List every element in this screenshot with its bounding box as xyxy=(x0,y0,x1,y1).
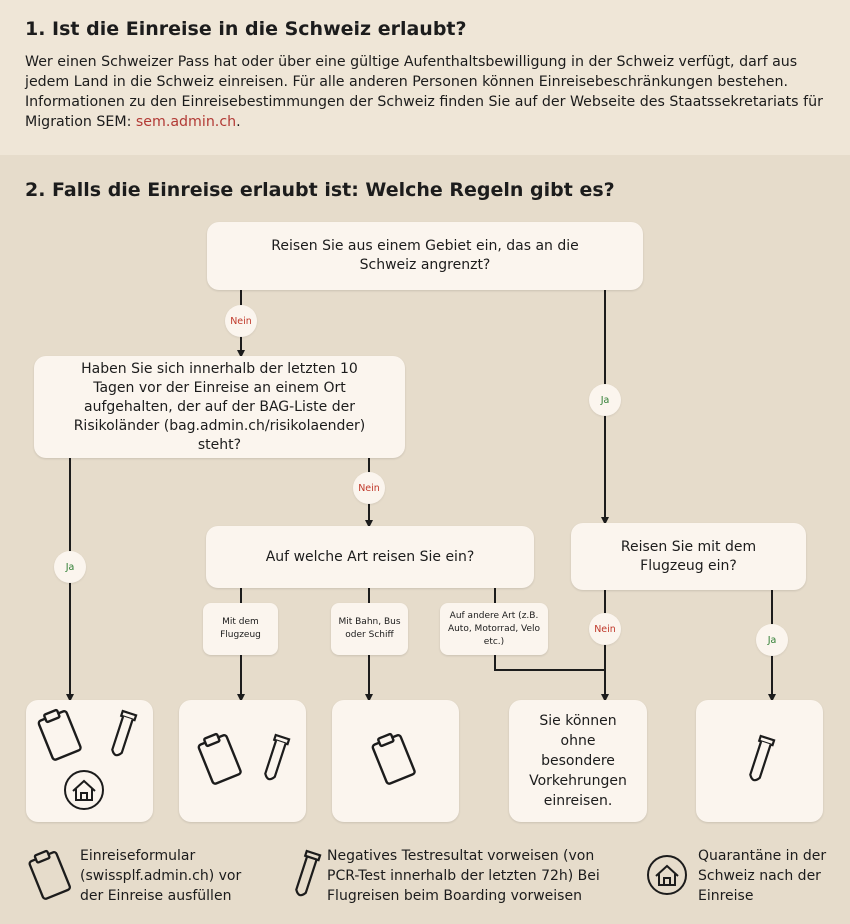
clipboard-icon xyxy=(195,732,247,788)
result-rail-bus-ship xyxy=(332,700,459,822)
connector-other-result xyxy=(495,655,605,670)
question-border-region-text: Reisen Sie aus einem Gebiet ein, das an die Schweiz angrenzt? xyxy=(271,238,579,273)
test-tube-icon xyxy=(106,708,138,764)
badge-yes-risk-text: Ja xyxy=(65,561,75,573)
question-risk-country xyxy=(34,356,405,458)
option-plane-text: Mit dem Flugzeug xyxy=(220,617,261,640)
legend-quarantine-label: Quarantäne in der Schweiz nach der Einreise xyxy=(698,848,827,904)
clipboard-icon xyxy=(35,708,87,764)
badge-no-border-text: Nein xyxy=(230,315,252,327)
badge-no-risk xyxy=(353,472,385,504)
option-rail-bus-ship xyxy=(331,603,408,655)
option-rail-bus-ship-text: Mit Bahn, Bus oder Schiff xyxy=(338,617,401,640)
legend-form-label: Einreiseformular (swissplf.admin.ch) vor der Einreise ausfüllen xyxy=(80,848,242,904)
question-travel-mode xyxy=(206,526,534,588)
badge-no-plane-text: Nein xyxy=(594,623,616,635)
option-other xyxy=(440,603,548,655)
result-plane xyxy=(179,700,306,822)
question-risk-country-text: Haben Sie sich innerhalb der letzten 10 Tagen vor der Einreise an einem Ort aufgehalten, der auf der BAG-Liste der Risikoländer (bag.admin.ch/risikolaender) steht? xyxy=(73,360,366,453)
result-risk-country xyxy=(26,700,153,822)
house-icon xyxy=(62,768,106,812)
badge-yes-risk xyxy=(54,551,86,583)
badge-no-plane xyxy=(589,613,621,645)
result-no-requirements xyxy=(509,700,647,822)
question-plane xyxy=(571,523,806,590)
clipboard-icon xyxy=(369,732,421,788)
section1-heading: 1. Ist die Einreise in die Schweiz erlaubt? xyxy=(25,18,467,40)
question-plane-text: Reisen Sie mit dem Flugzeug ein? xyxy=(620,538,757,574)
section1-body-suffix: . xyxy=(236,114,241,130)
result-no-requirements-text xyxy=(509,700,647,822)
badge-yes-plane xyxy=(756,624,788,656)
test-tube-icon xyxy=(259,732,291,788)
badge-no-risk-text: Nein xyxy=(358,482,380,494)
badge-no-border xyxy=(225,305,257,337)
legend-test-label: Negatives Testresultat vorweisen (von PCR-Test innerhalb der letzten 72h) Bei Flugreisen beim Boarding vorweisen xyxy=(327,848,600,904)
test-tube-icon xyxy=(744,733,776,789)
question-border-region xyxy=(207,222,643,290)
option-other-text: Auf andere Art (z.B. Auto, Motorrad, Velo etc.) xyxy=(447,610,541,647)
badge-yes-border xyxy=(589,384,621,416)
sem-link[interactable]: sem.admin.ch xyxy=(135,114,237,130)
option-plane xyxy=(203,603,278,655)
question-travel-mode-text: Auf welche Art reisen Sie ein? xyxy=(265,548,475,565)
result-plane-from-border xyxy=(696,700,823,822)
section1-body-text: Wer einen Schweizer Pass hat oder über eine gültige Aufenthaltsbewilligung in der Schweiz verfügt, darf aus jedem Land in die Schweiz einreisen. Für alle anderen Personen können Einreisebeschränkungen bestehen. Informationen zu den Einreisebestimmungen der Schweiz finden Sie auf der Webseite des Staatssekretariats für Migration SEM: xyxy=(25,54,823,130)
badge-yes-border-text: Ja xyxy=(600,394,610,406)
result-no-requirements-label: Sie können ohne besondere Vorkehrungen einreisen. xyxy=(529,713,627,809)
badge-yes-plane-text: Ja xyxy=(767,634,777,646)
section2-heading: 2. Falls die Einreise erlaubt ist: Welche Regeln gibt es? xyxy=(25,179,615,201)
